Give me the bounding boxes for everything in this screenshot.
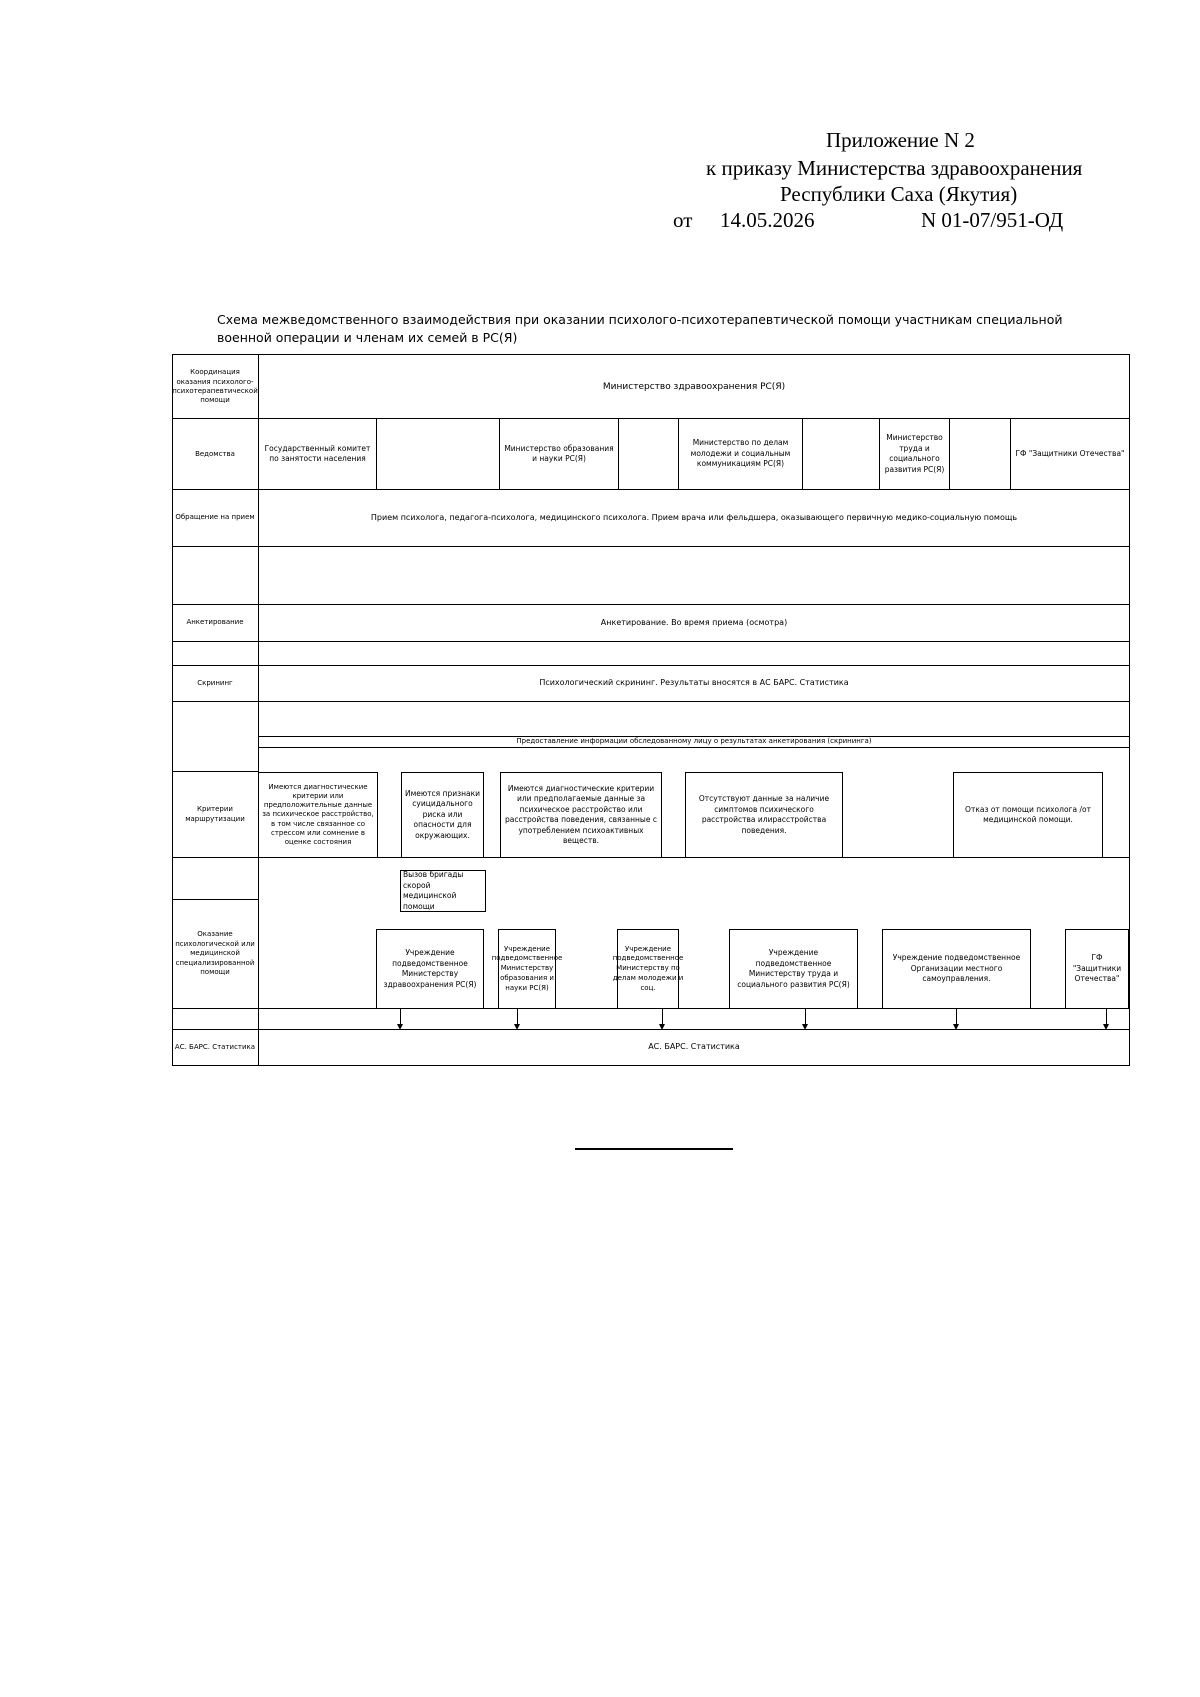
- connector-line: [400, 1009, 401, 1024]
- from-label: от: [673, 208, 693, 232]
- row-label-stats: АС. БАРС. Статистика: [174, 1042, 256, 1051]
- row-label-criteria: Критерии маршрутизации: [185, 805, 245, 823]
- row-separator: [172, 546, 1130, 547]
- coordination-ministry: Министерство здравоохранения РС(Я): [602, 381, 786, 392]
- survey-during-visit: Анкетирование. Во время приема (осмотра): [600, 617, 788, 627]
- screening-results-info: Предоставление информации обследованному лицу о результатах анкетирования (скрининга): [258, 736, 1130, 748]
- row-label-coordination: Координация оказания психолого-психотерапевтической помощи: [172, 368, 258, 405]
- connector-line: [662, 1009, 663, 1024]
- institution-local-government: Учреждение подведомственное Организации местного самоуправления.: [882, 929, 1031, 1009]
- ambulance-call: Вызов бригады скорой медицинской помощи: [400, 870, 486, 912]
- row-label-appeal: Обращение на прием: [175, 513, 255, 522]
- criteria-refusal: Отказ от помощи психолога /от медицинской помощи.: [953, 772, 1103, 858]
- republic-name: Республики Саха (Якутия): [780, 182, 1018, 206]
- psychological-screening: Психологический скрининг. Результаты вносятся в АС БАРС. Статистика: [539, 678, 849, 688]
- institution-health: Учреждение подведомственное Министерству здравоохранения РС(Я): [376, 929, 484, 1009]
- row-label-departments: Ведомства: [195, 449, 235, 458]
- department-education-ministry: Министерство образования и науки РС(Я): [499, 418, 619, 490]
- institution-defenders-fund: ГФ "Защитники Отечества": [1065, 929, 1129, 1009]
- order-date: 14.05.2026: [720, 208, 815, 232]
- department-empty-cell: [949, 418, 1011, 490]
- institution-labour: Учреждение подведомственное Министерству труда и социального развития РС(Я): [729, 929, 858, 1009]
- connector-line: [805, 1009, 806, 1024]
- institution-education: Учреждение подведомственное Министерству образования и науки РС(Я): [498, 929, 556, 1009]
- order-reference: к приказу Министерства здравоохранения: [706, 156, 1083, 180]
- order-number: N 01-07/951-ОД: [921, 208, 1064, 232]
- row-label-survey: Анкетирование: [186, 618, 244, 627]
- schema-title: Схема межведомственного взаимодействия при оказании психолого-психотерапевтической помощи участникам специальной военной операции и членам их семей в РС(Я): [217, 312, 1063, 345]
- criteria-suicide-risk: Имеются признаки суицидального риска или опасности для окружающих.: [401, 772, 484, 858]
- row-separator: [172, 701, 1130, 702]
- row-separator: [172, 641, 1130, 642]
- appeal-reception: Прием психолога, педагога-психолога, медицинского психолога. Прием врача или фельдшера, оказывающего первичную медико-социальную помощь: [370, 512, 1018, 522]
- department-labour-ministry: Министерство труда и социального развития РС(Я): [879, 418, 950, 490]
- criteria-mental-disorder: Имеются диагностические критерии или предположительные данные за психическое расстройство, в том числе связанное со стрессом или сомнение в оценке состояния: [258, 772, 378, 858]
- row-label-screening: Скрининг: [197, 678, 233, 687]
- department-empty-cell: [376, 418, 500, 490]
- criteria-substance-use: Имеются диагностические критерии или предполагаемые данные за психическое расстройство или расстройства поведения, связанные с употреблением психоактивных веществ.: [500, 772, 662, 858]
- department-empty-cell: [802, 418, 880, 490]
- frame-bottom-line: [172, 1065, 1130, 1066]
- department-youth-ministry: Министерство по делам молодежи и социальным коммуникациям РС(Я): [678, 418, 803, 490]
- department-empty-cell: [618, 418, 679, 490]
- bars-statistics: АС. БАРС. Статистика: [648, 1042, 740, 1052]
- frame-top-line: [172, 354, 1130, 355]
- criteria-no-symptoms: Отсутствуют данные за наличие симптомов психического расстройства илирасстройства поведения.: [685, 772, 843, 858]
- closing-separator-line: [575, 1148, 733, 1150]
- institution-youth: Учреждение подведомственное Министерству по делам молодежи и соц.: [617, 929, 679, 1009]
- connector-line: [1106, 1009, 1107, 1024]
- interaction-diagram: [172, 354, 1130, 1066]
- appendix-number: Приложение N 2: [826, 128, 975, 152]
- connector-line: [956, 1009, 957, 1024]
- department-employment-committee: Государственный комитет по занятости населения: [258, 418, 377, 490]
- department-defenders-fund: ГФ "Защитники Отечества": [1010, 418, 1130, 490]
- connector-line: [517, 1009, 518, 1024]
- row-label-care: Оказание психологической или медицинской специализированной помощи: [175, 930, 255, 977]
